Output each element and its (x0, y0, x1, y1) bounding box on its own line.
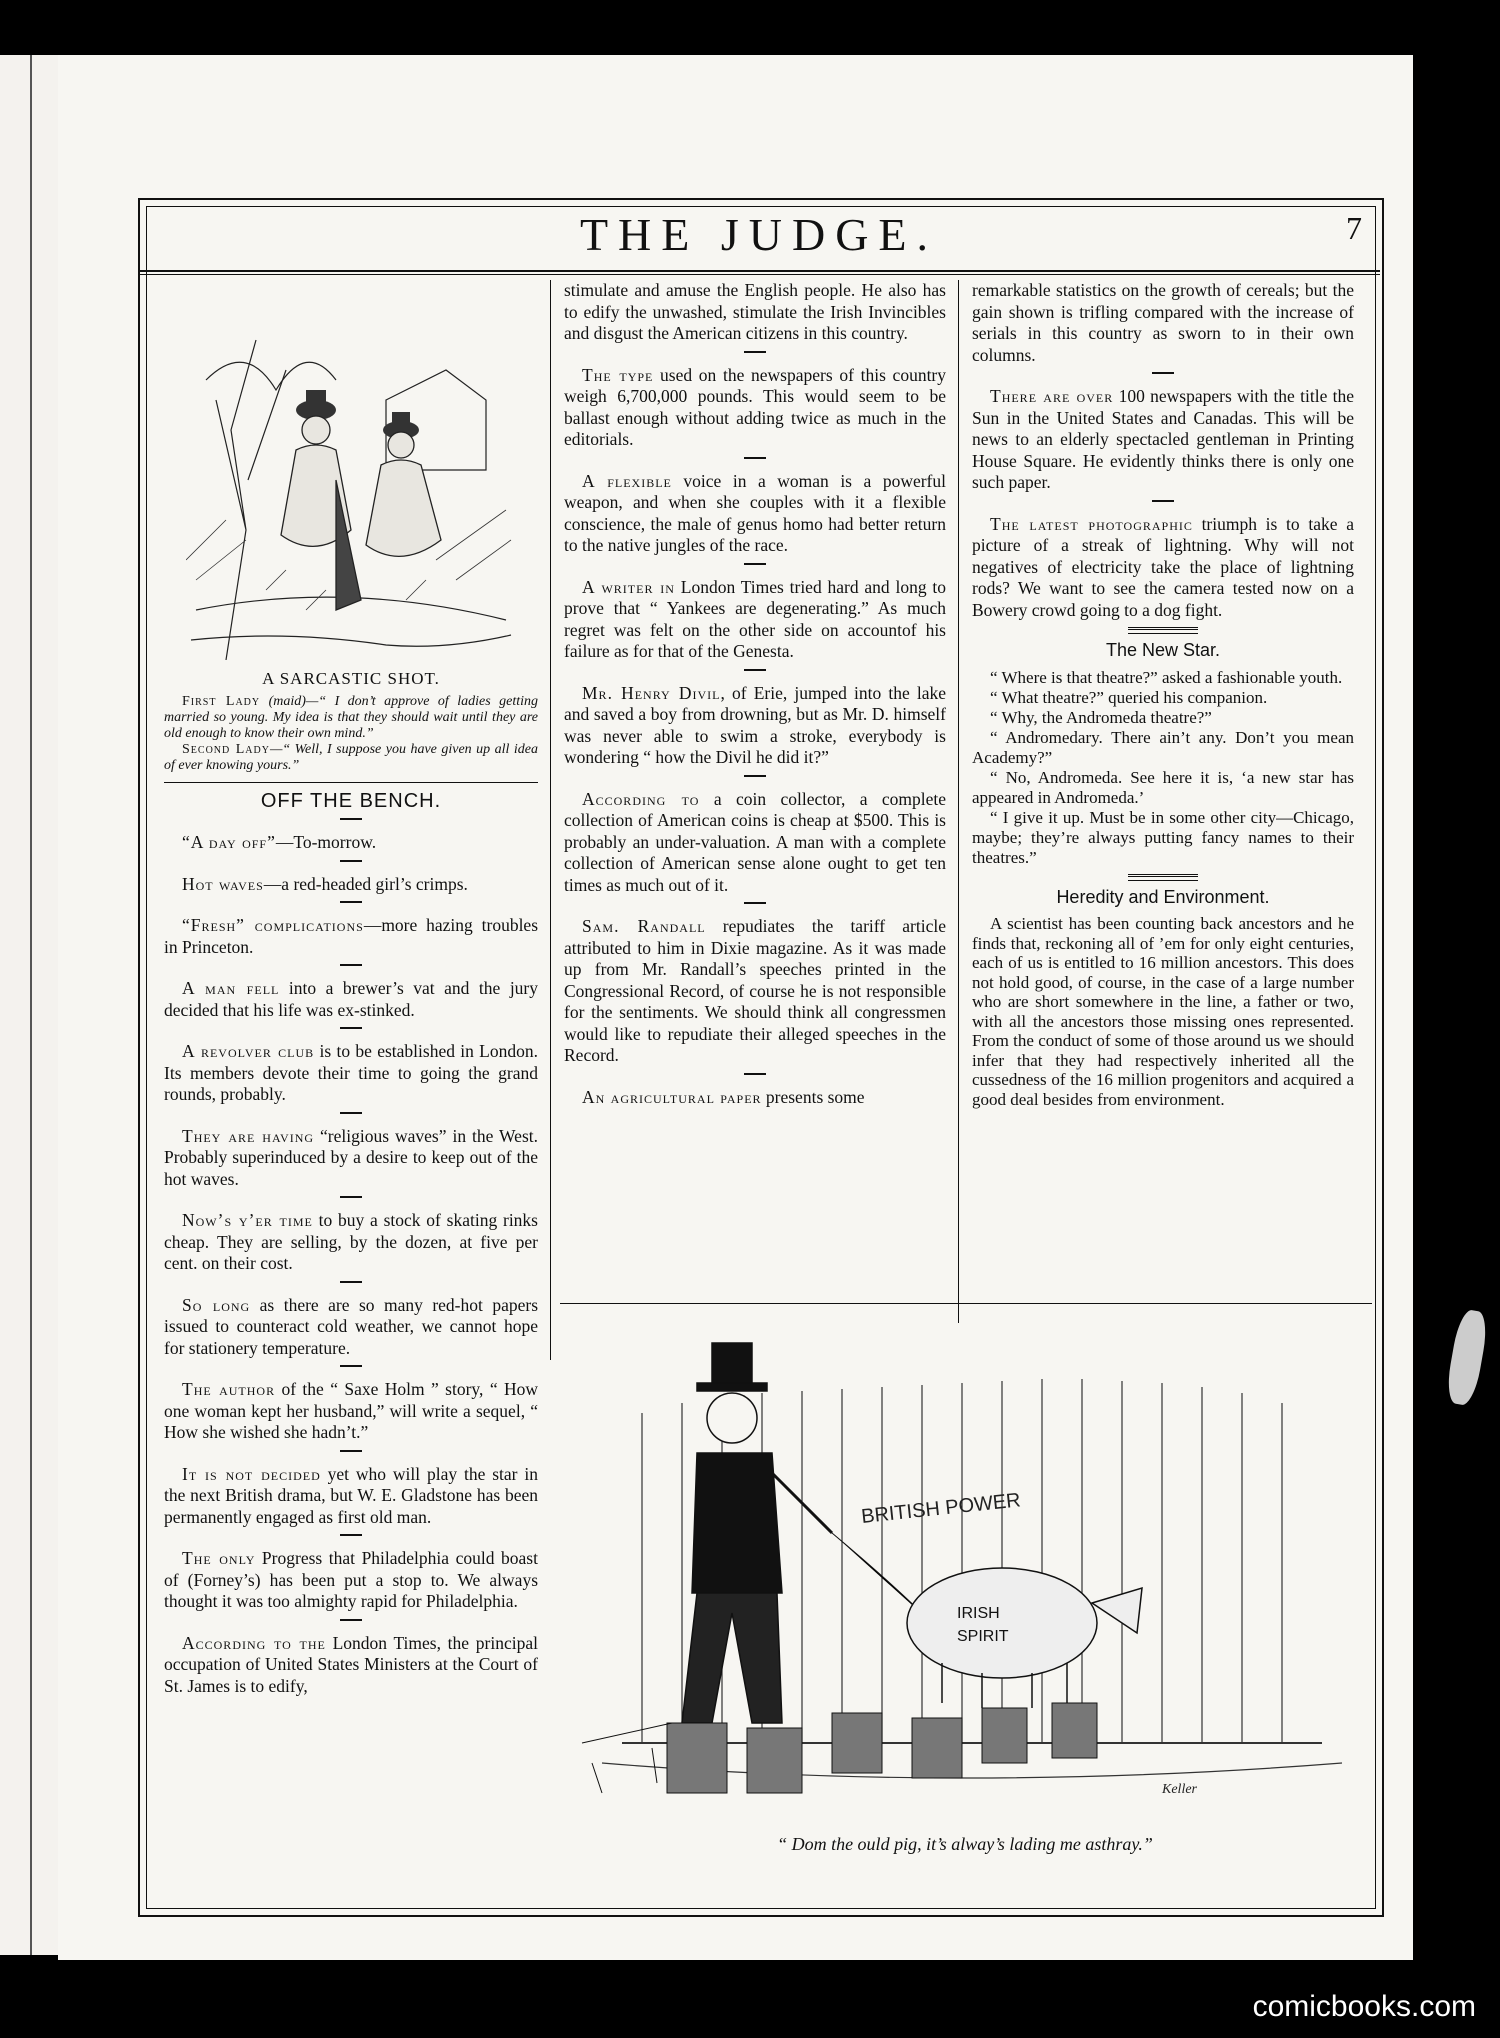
item-lead: A flexible (582, 470, 672, 491)
left_column-item (164, 832, 538, 854)
item-text: presents some (761, 1086, 865, 1107)
pig-cartoon (562, 1323, 1368, 1843)
item-text: , of Erie, jumped into the lake and saved a boy from drowning, but as Mr. D. himself was never able to swim a stroke, everybody is wondering “ how the Divil he did it?” (564, 682, 946, 767)
left_column-item (164, 1548, 538, 1613)
new-star-line: “ Andromedary. There ain’t any. Don’t you mean Academy?” (972, 727, 1354, 767)
middle_column-item (564, 789, 946, 897)
item-text: triumph is to take a picture of a streak of lightning. Why will not negatives of electricity take the place of lightning rods? We want to see the camera tested now on a Bowery crowd going to a dog fight. (972, 513, 1354, 620)
right_column-item (972, 386, 1354, 494)
left-column (164, 280, 538, 1703)
item-lead: According to the (182, 1632, 326, 1653)
left_column-item (164, 1210, 538, 1275)
middle_column-item (564, 280, 946, 345)
right-column (972, 280, 1354, 1115)
pig-label-1: IRISH (957, 1605, 1000, 1622)
item-text: of the “ Saxe Holm ” story, “ How one woman kept her husband,” will write a sequel, “ How she wished she hadn’t.” (164, 1379, 538, 1442)
middle_column-item (564, 365, 946, 451)
item-text: to buy a stock of skating rinks cheap. They are selling, by the dozen, at five per cent. on their cost. (164, 1210, 538, 1273)
left_column-item (164, 978, 538, 1021)
item-lead: According to (582, 788, 700, 809)
right_column-item (972, 514, 1354, 622)
item-lead: Hot waves (182, 873, 264, 894)
caption-line-1: (maid)—“ I don’t approve of ladies getting married so young. My idea is that they should wait until they are old enough to know their own mind.” (164, 693, 538, 741)
item-text: 100 newspapers with the title the Sun in the United States and Canadas. This will be news to an elderly spectacled gentleman in Printing House Square. He evidently thinks there is only one such paper. (972, 386, 1355, 492)
left_column-item (164, 1464, 538, 1529)
masthead-title: THE JUDGE. (579, 209, 939, 260)
sarcastic-shot-illustration (186, 280, 516, 660)
item-text: London Times tried hard and long to prove that “ Yankees are degenerating.” As much regret was felt on the other side on accountof his failure as for that of the Genesta. (564, 576, 947, 661)
item-lead: It is not decided (182, 1463, 321, 1484)
middle_column-item (564, 577, 946, 663)
item-text: Progress that Philadelphia could boast of (Forney’s) has been put a stop to. We always thought it was too almighty rapid for Philadelphia. (164, 1548, 538, 1611)
item-lead: Mr. Henry Divil (582, 682, 721, 703)
pig-label-2: SPIRIT (957, 1628, 1009, 1645)
item-text: into a brewer’s vat and the jury decided that his life was ex-stinked. (164, 978, 539, 1020)
item-text: as there are so many red-hot papers issued to counteract cold weather, we cannot hope for stationery temperature. (164, 1294, 539, 1358)
left_column-item (164, 1379, 538, 1444)
item-lead: So long (182, 1294, 251, 1315)
item-text: voice in a woman is a powerful weapon, and when she couples with it a flexible conscience, the male of genus homo had better return to the native jungles of the race. (564, 470, 946, 555)
item-lead: “A day off” (182, 832, 276, 852)
middle_column-item (564, 1087, 946, 1109)
caption-line-2: —“ Well, I suppose you have given up all idea of ever knowing yours.” (164, 741, 539, 773)
new-star-line: “ Where is that theatre?” asked a fashionable youth. (990, 667, 1343, 687)
item-lead: An agricultural paper (582, 1086, 762, 1107)
paper-tab (1444, 1308, 1490, 1407)
previous-page-edge (0, 55, 60, 1955)
item-lead: The type (582, 364, 654, 385)
caption-speaker-1: First Lady (182, 693, 261, 709)
item-lead: Sam. Randall (582, 916, 706, 936)
left_column-item (164, 915, 538, 958)
item-text: —more hazing troubles in Princeton. (164, 915, 539, 957)
item-lead: “Fresh” complications (182, 915, 364, 935)
new-star-line: “ What theatre?” queried his companion. (990, 687, 1268, 707)
section-title-off-the-bench: OFF THE BENCH. (260, 789, 442, 812)
cartoonist-signature: Keller (1162, 1782, 1197, 1797)
item-lead: There are over (990, 386, 1114, 406)
page-number: 7 (1346, 210, 1362, 246)
middle_column-item (564, 683, 946, 769)
left_column-item (164, 1633, 538, 1698)
illustration-title: A SARCASTIC SHOT. (262, 669, 440, 688)
item-text: repudiates the tariff article attributed to him in Dixie magazine. As it was made up from Mr. Randall’s speeches printed in the Congressional Record, of course he is not responsible for the sentiments. We should think all congressmen would like to repudiate their alleged speeches in the Record. (564, 916, 946, 1065)
item-text: London Times, the principal occupation of United States Ministers at the Court of St. James is to edify, (164, 1632, 538, 1696)
item-text: stimulate and amuse the English people. He also has to edify the unwashed, stimulate the Irish Invincibles and disgust the American citizens in this country. (564, 280, 946, 343)
middle_column-item (564, 471, 946, 557)
item-text: —To-morrow. (275, 832, 377, 852)
new-star-line: “ No, Andromeda. See here it is, ‘a new star has appeared in Andromeda.’ (972, 767, 1354, 807)
item-text: —a red-headed girl’s crimps. (263, 873, 468, 894)
left_column-item (164, 1295, 538, 1360)
middle_column-item (564, 916, 946, 1067)
item-lead: A man fell (182, 978, 280, 998)
middle-column (564, 280, 946, 1114)
item-lead: A revolver club (182, 1041, 315, 1061)
item-lead: Now’s y’er time (182, 1210, 313, 1230)
item-text: is to be established in London. Its members devote their time to going the grand rounds, probably. (164, 1041, 538, 1104)
item-text: “religious waves” in the West. Probably superinduced by a desire to keep out of the hot waves. (164, 1125, 538, 1189)
item-text: remarkable statistics on the growth of cereals; but the gain shown is trifling compared with the increase of serials in this country as sworn to in their own columns. (972, 280, 1354, 365)
item-lead: The latest photographic (990, 513, 1193, 534)
illustration-caption (164, 694, 538, 774)
item-lead: They are having (182, 1125, 315, 1146)
content-area (138, 198, 1380, 1913)
cartoon-caption: “ Dom the ould pig, it’s alway’s lading me asthray.” (777, 1834, 1153, 1854)
item-lead: The only (182, 1548, 256, 1568)
item-lead: The author (182, 1379, 276, 1399)
fence-label: BRITISH POWER (860, 1489, 1022, 1528)
new-star-line: “ I give it up. Must be in some other city—Chicago, maybe; they’re always putting fancy names to their theatres.” (972, 807, 1354, 867)
heredity-text: A scientist has been counting back ancestors and he finds that, reckoning all of ’em for only eight centuries, each of us is entitled to 16 million ancestors. This does not hold good, of course, in the case of a large number who are short somewhere in the line, a father or two, with all the ancestors those missing ones represented. From the conduct of some of those around us we should infer that they had respectively inherited all the cussedness of the 16 million progenitors and acquired a good deal besides from environment. (972, 914, 1354, 1109)
item-text: used on the newspapers of this country weigh 6,700,000 pounds. This would seem to be ballast enough without adding twice as much in the editorials. (564, 364, 947, 449)
left_column-item (164, 1041, 538, 1106)
watermark: comicbooks.com (1252, 1990, 1476, 2023)
caption-speaker-2: Second Lady (182, 741, 270, 757)
new-star-line: “ Why, the Andromeda theatre?” (990, 707, 1212, 727)
right_column-item (972, 280, 1354, 366)
item-text: yet who will play the star in the next British drama, but W. E. Gladstone has been permanently engaged as first old man. (164, 1463, 538, 1527)
new-star-title: The New Star. (1105, 640, 1221, 660)
item-text: a coin collector, a complete collection of American coins is cheap at $500. This is probably an under-valuation. A man with a complete collection of American sense alone ought to get ten times as much out of it. (564, 788, 946, 895)
item-lead: A writer in (582, 576, 675, 597)
left_column-item (164, 1126, 538, 1191)
heredity-title: Heredity and Environment. (1056, 886, 1270, 907)
left_column-item (164, 874, 538, 896)
